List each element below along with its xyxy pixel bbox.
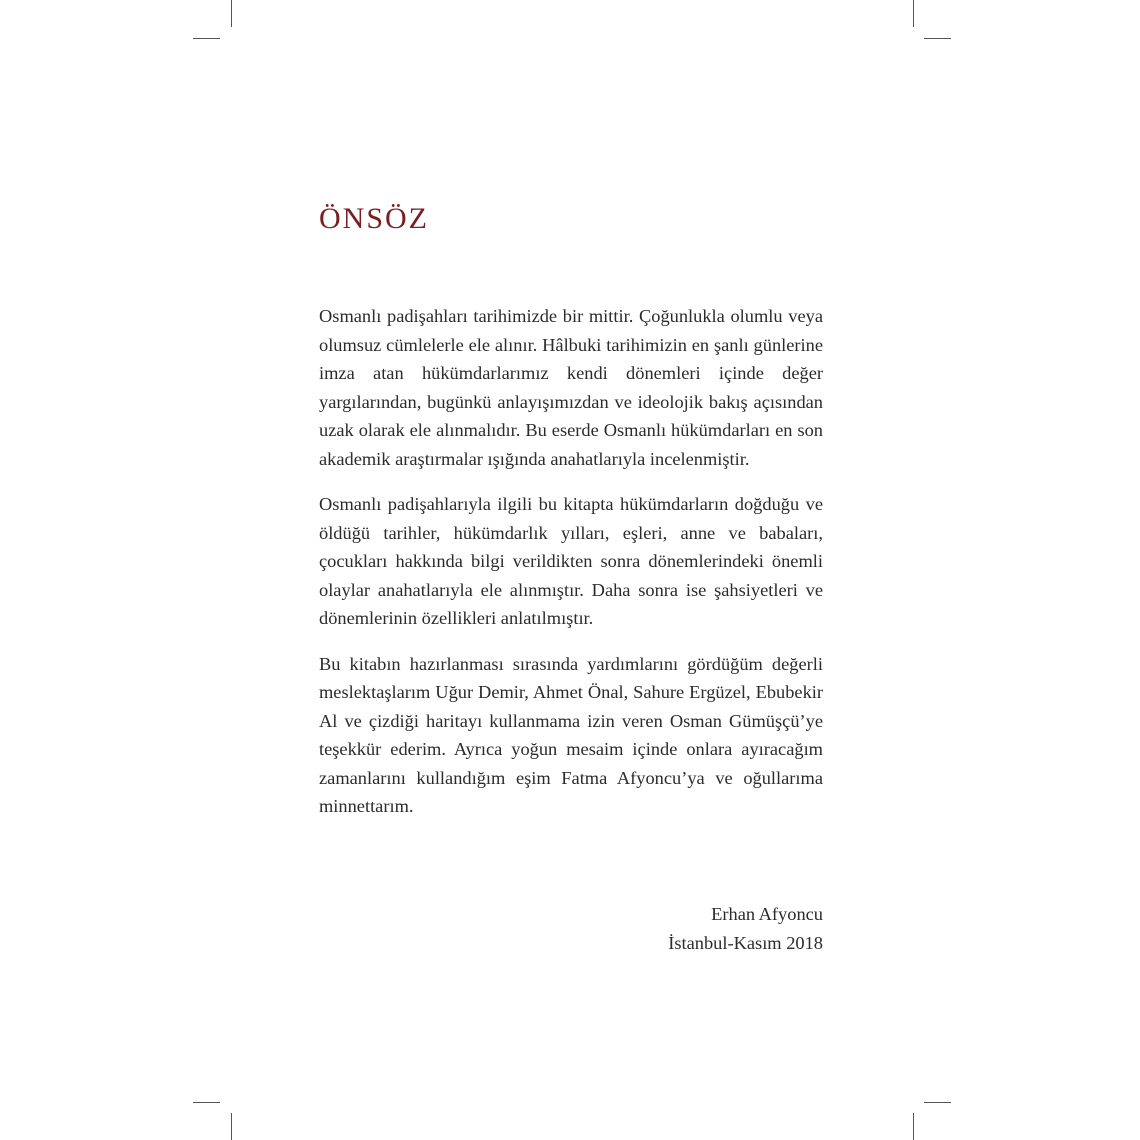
paragraph: Osmanlı padişahlarıyla ilgili bu kitapta hükümdarların doğduğu ve öldüğü tarihler, hükümdarlık yılları, eşleri, anne ve babaları, çocukları hakkında bilgi verildikten sonra dönemlerindeki önemli olaylar anahatlarıyla ele alınmıştır. Daha sonra ise şahsiyetleri ve dönemlerinin özellikleri anlatılmıştır.	[319, 494, 823, 628]
paragraph: Bu kitabın hazırlanması sırasında yardımlarını gördüğüm değerli meslektaşlarım Uğur Demir, Ahmet Önal, Sahure Ergüzel, Ebubekir Al ve çizdiği haritayı kullanmama izin veren Osman Gümüşçü’ye teşekkür ederim. Ayrıca yoğun mesaim içinde onlara ayıracağım zamanlarını kullandığım eşim Fatma Afyoncu’ya ve oğullarıma minnettarım.	[319, 653, 823, 816]
author-name: Erhan Afyoncu	[711, 904, 823, 924]
signature-block	[668, 900, 823, 958]
book-page	[319, 0, 823, 1140]
crop-mark-top-left-horizontal	[193, 38, 220, 39]
crop-mark-bottom-right-vertical	[913, 1113, 914, 1140]
crop-mark-bottom-right-horizontal	[924, 1102, 951, 1103]
crop-mark-bottom-left-horizontal	[193, 1102, 220, 1103]
crop-mark-bottom-left-vertical	[231, 1113, 232, 1140]
crop-mark-top-right-vertical	[913, 0, 914, 27]
page-title: ÖNSÖZ	[319, 202, 430, 235]
paragraph: Osmanlı padişahları tarihimizde bir mittir. Çoğunlukla olumlu veya olumsuz cümlelerle ele alınır. Hâlbuki tarihimizin en şanlı günlerine imza atan hükümdarlarımız kendi dönemleri içinde değer yargılarından, bugünkü anlayışımızdan ve ideolojik bakış açısından uzak olarak ele alınmalıdır. Bu eserde Osmanlı hükümdarları en son akademik araştırmalar ışığında anahatlarıyla incelenmiştir.	[319, 306, 823, 469]
preface-body	[319, 302, 823, 838]
crop-mark-top-right-horizontal	[924, 38, 951, 39]
crop-mark-top-left-vertical	[231, 0, 232, 27]
place-date: İstanbul-Kasım 2018	[668, 933, 823, 953]
